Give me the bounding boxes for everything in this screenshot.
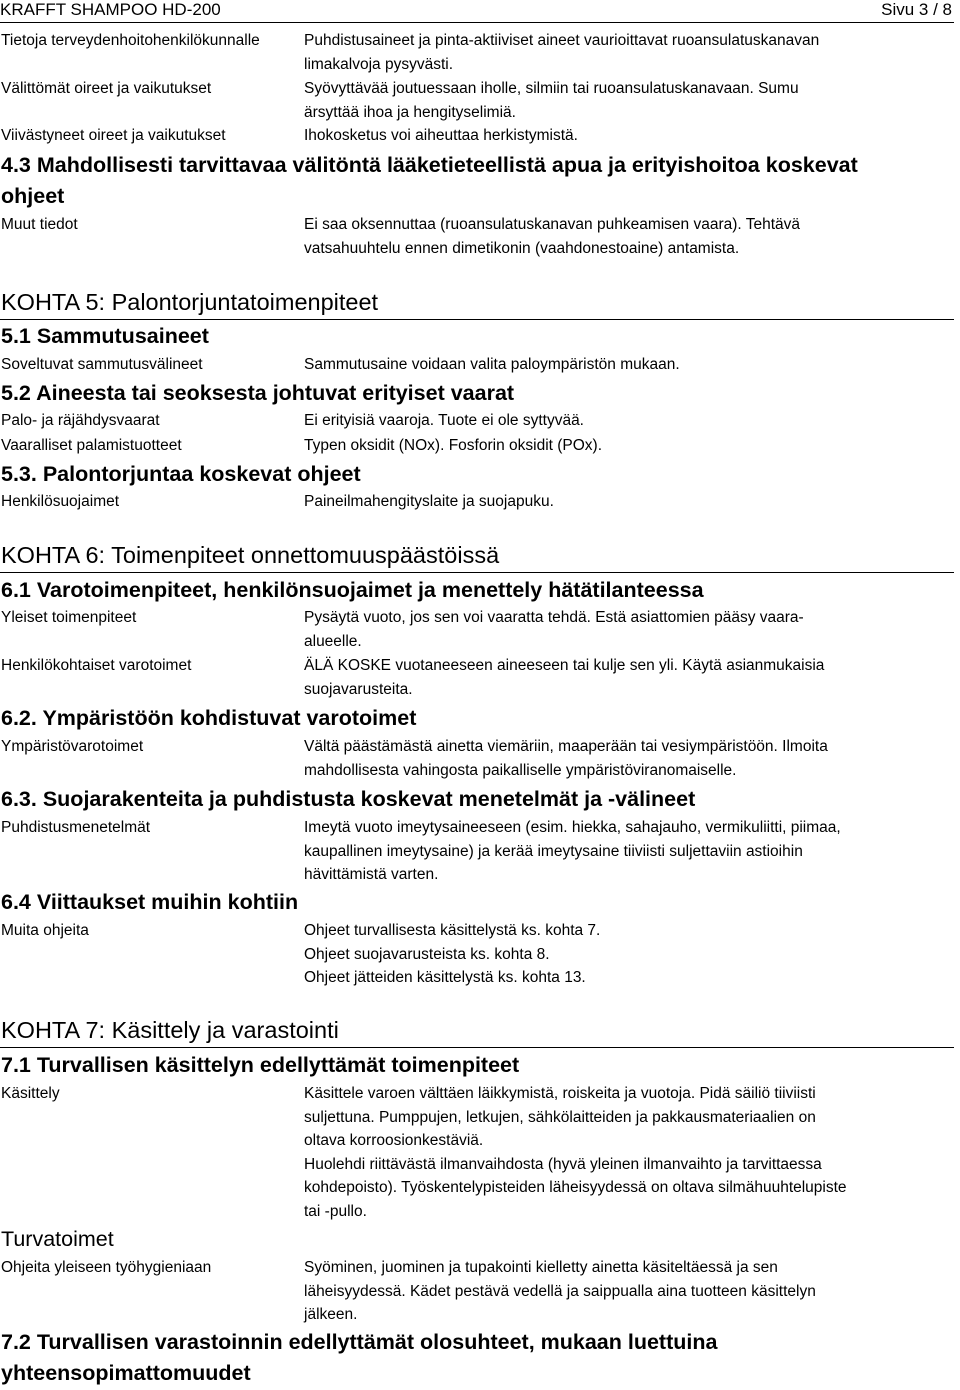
text-line: Syöminen, juominen ja tupakointi kielletty ainetta käsiteltäessä ja sen [304,1259,778,1276]
row-label: Yleiset toimenpiteet [1,609,137,626]
safety-measures-heading: Turvatoimet [1,1227,114,1251]
row-label: Puhdistusmenetelmät [1,819,151,836]
row-label: Henkilökohtaiset varotoimet [1,657,192,674]
row-label: Vaaralliset palamistuotteet [1,437,182,454]
subsection-heading-5-1: 5.1 Sammutusaineet [1,324,209,348]
row-value [304,606,904,653]
text-line: Käsittele varoen välttäen läikkymistä, roiskeita ja vuotoja. Pidä säiliö tiiviisti [304,1085,816,1102]
row-label: Soveltuvat sammutusvälineet [1,356,203,373]
row-value [304,409,904,433]
text-line: Sammutusaine voidaan valita paloympäristön mukaan. [304,356,680,373]
document-title: KRAFFT SHAMPOO HD-200 [0,0,221,19]
text-line: Pysäytä vuoto, jos sen voi vaaratta tehdä. Estä asiattomien pääsy vaara- [304,609,804,626]
text-line: mahdollisesta vahingosta paikalliselle ympäristöviranomaiselle. [304,761,737,779]
text-line: Syövyttävää joutuessaan iholle, silmiin tai ruoansulatuskanavaan. Sumu [304,80,799,97]
text-line: oltava korroosionkestäviä. [304,1132,484,1149]
row-value [304,124,904,148]
row-value [304,1256,904,1327]
row-value [304,434,904,458]
section-heading-5 [0,288,954,320]
row-value [304,29,904,76]
subsection-heading-6-4: 6.4 Viittaukset muihin kohtiin [1,890,299,914]
row-value [304,77,904,124]
row-label: Käsittely [1,1085,60,1102]
row-label: Henkilösuojaimet [1,493,120,510]
text-line: Ei saa oksennuttaa (ruoansulatuskanavan puhkeamisen vaara). Tehtävä [304,216,801,233]
row-label: Palo- ja räjähdysvaarat [1,412,160,429]
row-value [304,1082,904,1223]
section-title: KOHTA 7: Käsittely ja varastointi [1,1017,339,1043]
row-label: Tietoja terveydenhoitohenkilökunnalle [1,32,260,49]
text-line: Ihokosketus voi aiheuttaa herkistymistä. [304,127,578,144]
text-line: Ohjeet jätteiden käsittelystä ks. kohta 13. [304,969,586,986]
row-label: Ympäristövarotoimet [1,738,144,755]
heading-line: 4.3 Mahdollisesti tarvittavaa välitöntä lääketieteellistä apua ja erityishoitoa koskevat [1,153,858,177]
text-line: kaupallinen imeytysaine) ja kerää imeytysaine tiiviisti suljettaviin astioihin [304,842,803,860]
text-line: Typen oksidit (NOx). Fosforin oksidit (POx). [304,437,603,454]
subsection-heading-7-1: 7.1 Turvallisen käsittelyn edellyttämät toimenpiteet [1,1053,520,1077]
subsection-heading-5-2: 5.2 Aineesta tai seoksesta johtuvat erityiset vaarat [1,381,515,405]
row-value [304,654,904,701]
row-value [304,490,904,514]
text-line: alueelle. [304,632,362,650]
heading-line: yhteensopimattomuudet [1,1360,251,1385]
row-label: Muut tiedot [1,216,78,233]
subsection-heading-6-3: 6.3. Suojarakenteita ja puhdistusta koskevat menetelmät ja -välineet [1,787,696,811]
row-value [304,353,904,377]
subsection-heading-4-3 [1,150,951,211]
page-number: Sivu 3 / 8 [881,0,952,19]
text-line: Ohjeet suojavarusteista ks. kohta 8. [304,945,550,963]
subsection-heading-7-2 [1,1327,951,1388]
heading-line: ohjeet [1,183,65,208]
subsection-heading-5-3: 5.3. Palontorjuntaa koskevat ohjeet [1,462,361,486]
text-line: Ei erityisiä vaaroja. Tuote ei ole syttyvää. [304,412,584,429]
text-line: limakalvoja pysyvästi. [304,55,454,73]
text-line: hävittämistä varten. [304,866,439,883]
subsection-heading-6-2: 6.2. Ympäristöön kohdistuvat varotoimet [1,706,417,730]
row-label: Viivästyneet oireet ja vaikutukset [1,127,226,144]
text-line: Imeytä vuoto imeytysaineeseen (esim. hiekka, sahajauho, vermikuliitti, piimaa, [304,819,841,836]
heading-line: 7.2 Turvallisen varastoinnin edellyttämät olosuhteet, mukaan luettuina [1,1330,718,1354]
row-value [304,816,904,887]
page-header [0,0,954,23]
text-line: Paineilmahengityslaite ja suojapuku. [304,493,554,510]
text-line: Ohjeet turvallisesta käsittelystä ks. kohta 7. [304,922,601,939]
row-value [304,735,904,782]
section-title: KOHTA 6: Toimenpiteet onnettomuuspäästöissä [1,542,500,568]
text-line: suojavarusteita. [304,680,413,698]
section-heading-6 [0,541,954,573]
text-line: Puhdistusaineet ja pinta-aktiiviset aineet vaurioittavat ruoansulatuskanavan [304,32,820,49]
text-line: ÄLÄ KOSKE vuotaneeseen aineeseen tai kulje sen yli. Käytä asianmukaisia [304,657,825,674]
row-label: Välittömät oireet ja vaikutukset [1,80,212,97]
section-title: KOHTA 5: Palontorjuntatoimenpiteet [1,289,379,315]
row-value [304,919,904,990]
text-line: Vältä päästämästä ainetta viemäriin, maaperään tai vesiympäristöön. Ilmoita [304,738,828,755]
text-line: Huolehdi riittävästä ilmanvaihdosta (hyvä yleinen ilmanvaihto ja tarvittaessa [304,1155,822,1173]
text-line: tai -pullo. [304,1202,367,1220]
text-line: jälkeen. [304,1306,358,1323]
text-line: suljettuna. Pumppujen, letkujen, sähkölaitteiden ja pakkausmateriaalien on [304,1108,816,1126]
text-line: vatsahuuhtelu ennen dimetikonin (vaahdonestoaine) antamista. [304,239,740,257]
row-label: Muita ohjeita [1,922,89,939]
row-label: Ohjeita yleiseen työhygieniaan [1,1259,212,1276]
row-value [304,213,904,260]
section-heading-7 [0,1016,954,1048]
text-line: kohdepoisto). Työskentelypisteiden läheisyydessä on oltava silmähuuhtelupiste [304,1179,847,1196]
subsection-heading-6-1: 6.1 Varotoimenpiteet, henkilönsuojaimet ja menettely hätätilanteessa [1,578,704,602]
text-line: läheisyydessä. Kädet pestävä vedellä ja saippualla aina tuotteen käsittelyn [304,1282,816,1300]
text-line: ärsyttää ihoa ja hengityselimiä. [304,103,516,121]
